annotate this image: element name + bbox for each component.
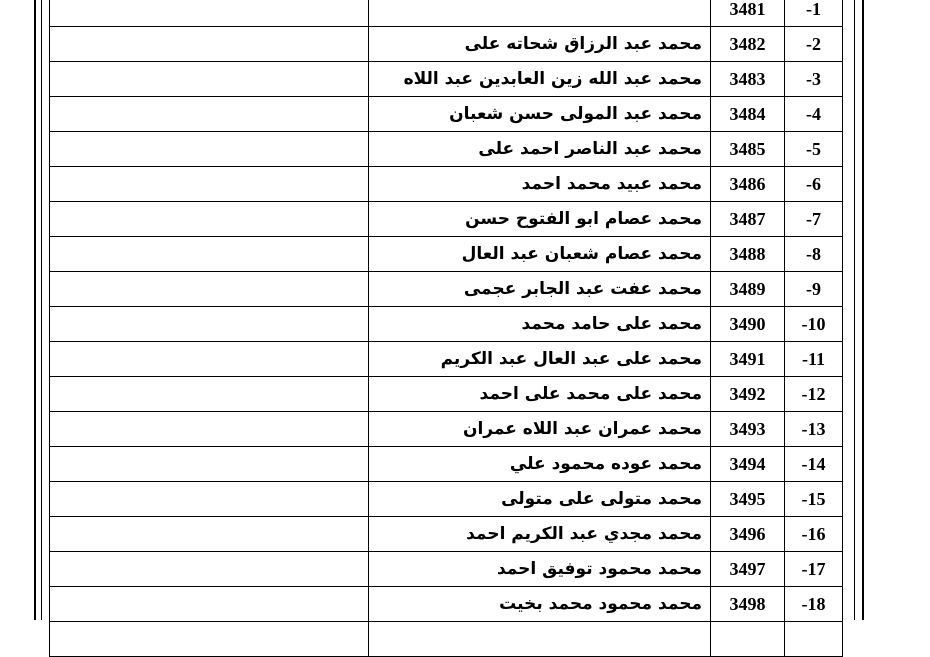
row-number-cell: -1	[785, 0, 843, 27]
table-row	[50, 412, 843, 447]
student-name-cell: محمد محمود محمد بخيت	[369, 587, 711, 622]
student-name-cell: محمد عوده محمود علي	[369, 447, 711, 482]
table-row	[50, 97, 843, 132]
notes-cell	[50, 447, 369, 482]
student-name-cell: محمد على حامد محمد	[369, 307, 711, 342]
seat-number-cell: 3490	[711, 307, 785, 342]
notes-cell	[50, 377, 369, 412]
row-number-cell: -16	[785, 517, 843, 552]
row-number-cell: -5	[785, 132, 843, 167]
table-row	[50, 622, 843, 657]
row-number-cell: -7	[785, 202, 843, 237]
seat-number-cell: 3486	[711, 167, 785, 202]
student-name-cell: محمد عمران عبد اللاه عمران	[369, 412, 711, 447]
seat-number-cell: 3493	[711, 412, 785, 447]
row-number-cell: -12	[785, 377, 843, 412]
row-number-cell	[785, 622, 843, 657]
student-name-cell: محمد متولى على متولى	[369, 482, 711, 517]
notes-cell	[50, 167, 369, 202]
row-number-cell: -13	[785, 412, 843, 447]
seat-number-cell: 3491	[711, 342, 785, 377]
notes-cell	[50, 342, 369, 377]
table-row	[50, 0, 843, 27]
student-name-cell: محمد محمود توفيق احمد	[369, 552, 711, 587]
student-list-table	[49, 0, 843, 657]
student-name-cell: محمد مجدي عبد الكريم احمد	[369, 517, 711, 552]
row-number-cell: -9	[785, 272, 843, 307]
row-number-cell: -15	[785, 482, 843, 517]
student-name-cell: محمد عفت عبد الجابر عجمى	[369, 272, 711, 307]
notes-cell	[50, 552, 369, 587]
notes-cell	[50, 622, 369, 657]
seat-number-cell: 3494	[711, 447, 785, 482]
notes-cell	[50, 132, 369, 167]
seat-number-cell: 3484	[711, 97, 785, 132]
notes-cell	[50, 482, 369, 517]
row-number-cell: -10	[785, 307, 843, 342]
table-row	[50, 62, 843, 97]
seat-number-cell: 3492	[711, 377, 785, 412]
seat-number-cell	[711, 622, 785, 657]
table-row	[50, 307, 843, 342]
student-name-cell: محمد عصام ابو الفتوح حسن	[369, 202, 711, 237]
student-name-cell: محمد عبد الناصر احمد على	[369, 132, 711, 167]
student-name-cell: محمد على عبد العال عبد الكريم	[369, 342, 711, 377]
row-number-cell: -8	[785, 237, 843, 272]
seat-number-cell: 3489	[711, 272, 785, 307]
table-row	[50, 552, 843, 587]
table-row	[50, 202, 843, 237]
student-name-cell: محمد عبد الرزاق شحاته على	[369, 27, 711, 62]
student-name-cell: محمد عبد المولى حسن شعبان	[369, 97, 711, 132]
notes-cell	[50, 62, 369, 97]
notes-cell	[50, 202, 369, 237]
row-number-cell: -4	[785, 97, 843, 132]
table-row	[50, 272, 843, 307]
student-name-cell: محمد على محمد على احمد	[369, 377, 711, 412]
row-number-cell: -18	[785, 587, 843, 622]
notes-cell	[50, 272, 369, 307]
table-row	[50, 27, 843, 62]
seat-number-cell: 3497	[711, 552, 785, 587]
student-name-cell: محمد عبيد محمد احمد	[369, 167, 711, 202]
notes-cell	[50, 0, 369, 27]
row-number-cell: -17	[785, 552, 843, 587]
seat-number-cell: 3495	[711, 482, 785, 517]
row-number-cell: -6	[785, 167, 843, 202]
seat-number-cell: 3498	[711, 587, 785, 622]
row-number-cell: -3	[785, 62, 843, 97]
table-row	[50, 447, 843, 482]
notes-cell	[50, 517, 369, 552]
table-row	[50, 167, 843, 202]
notes-cell	[50, 587, 369, 622]
table-row	[50, 587, 843, 622]
seat-number-cell: 3483	[711, 62, 785, 97]
table-row	[50, 377, 843, 412]
seat-number-cell: 3496	[711, 517, 785, 552]
student-name-cell	[369, 622, 711, 657]
notes-cell	[50, 97, 369, 132]
table-row	[50, 237, 843, 272]
table-row	[50, 342, 843, 377]
notes-cell	[50, 307, 369, 342]
seat-number-cell: 3485	[711, 132, 785, 167]
row-number-cell: -11	[785, 342, 843, 377]
table-row	[50, 132, 843, 167]
seat-number-cell: 3482	[711, 27, 785, 62]
notes-cell	[50, 237, 369, 272]
row-number-cell: -2	[785, 27, 843, 62]
table-row	[50, 482, 843, 517]
student-name-cell	[369, 0, 711, 27]
student-name-cell: محمد عصام شعبان عبد العال	[369, 237, 711, 272]
student-name-cell: محمد عبد الله زين العابدين عبد اللاه	[369, 62, 711, 97]
notes-cell	[50, 412, 369, 447]
seat-number-cell: 3488	[711, 237, 785, 272]
seat-number-cell: 3481	[711, 0, 785, 27]
row-number-cell: -14	[785, 447, 843, 482]
notes-cell	[50, 27, 369, 62]
table-row	[50, 517, 843, 552]
seat-number-cell: 3487	[711, 202, 785, 237]
